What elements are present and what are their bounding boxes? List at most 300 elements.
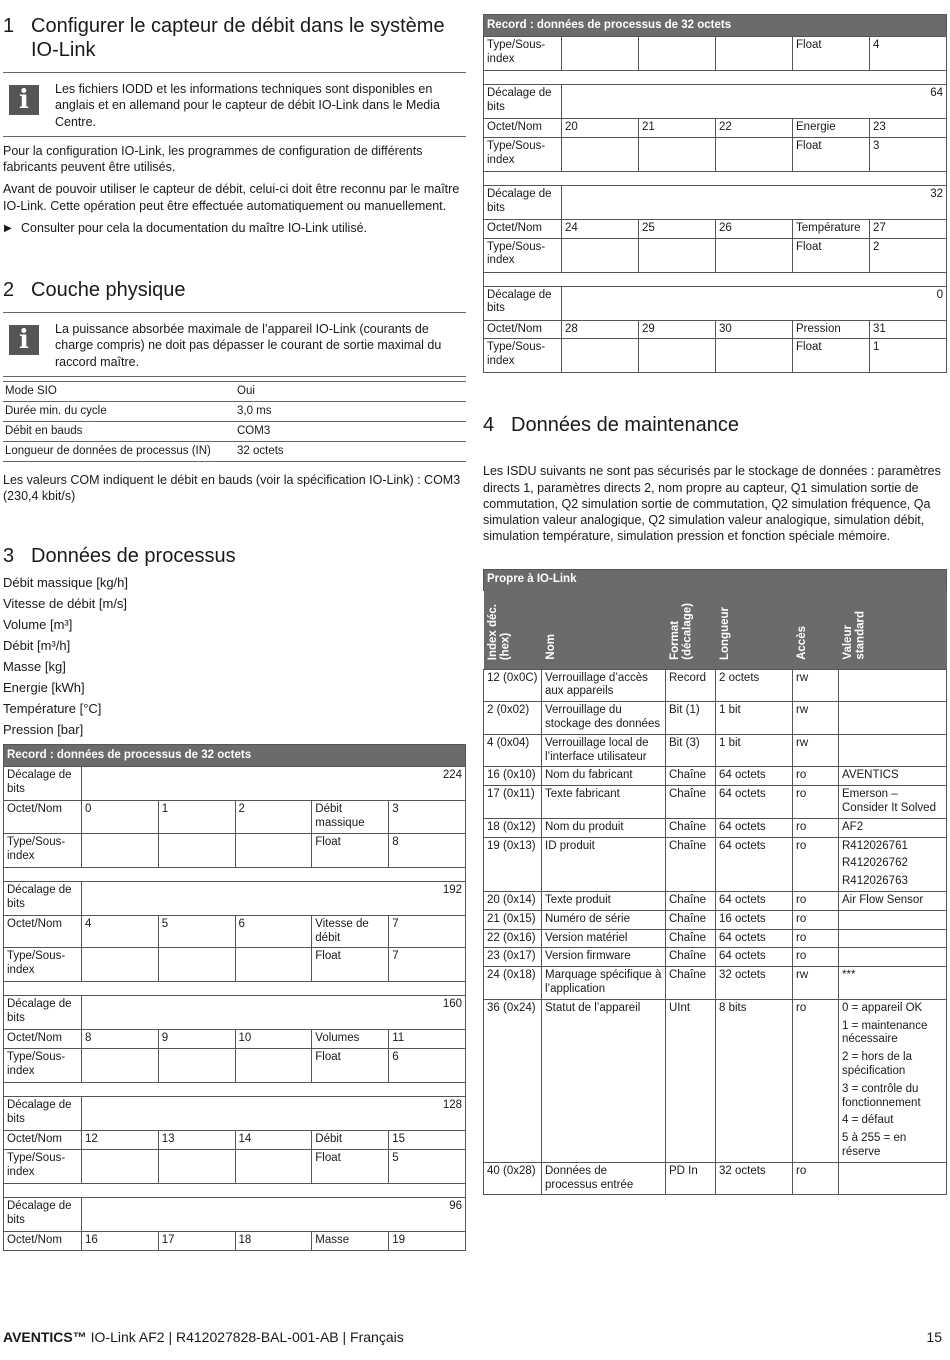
page-footer [3, 1328, 942, 1346]
table-row [484, 219, 947, 238]
format-cell: UInt [666, 999, 716, 1162]
length-cell: 64 octets [716, 892, 793, 911]
row-label: Type/Sous-index [4, 1049, 82, 1083]
table-row [484, 786, 947, 819]
list-item: Vitesse de débit [m/s] [3, 596, 128, 612]
type-cell: Float [793, 137, 870, 171]
spacer-row [484, 71, 947, 85]
table-row [484, 967, 947, 1000]
info-text: La puissance absorbée maximale de l’appareil IO-Link (courants de charge compris) ne doit pas dépasser le courant de sortie maximal du raccord maître. [55, 322, 442, 369]
access-cell: ro [793, 818, 839, 837]
index-cell: 4 (0x04) [484, 734, 542, 767]
section-4-heading [483, 413, 947, 437]
octet-cell: 11 [389, 1030, 466, 1049]
octet-cell: 24 [562, 219, 639, 238]
table-cell [81, 1150, 158, 1184]
row-label: Type/Sous-index [484, 339, 562, 373]
default-value: R412026761 [842, 839, 908, 852]
format-cell: Chaîne [666, 818, 716, 837]
access-cell: rw [793, 669, 839, 702]
name-cell: Nom du produit [542, 818, 666, 837]
row-label: Octet/Nom [4, 801, 82, 834]
access-cell: ro [793, 929, 839, 948]
table-row [484, 999, 947, 1162]
list-item: Energie [kWh] [3, 680, 85, 696]
row-label: Type/Sous-index [484, 37, 562, 71]
default-value-cell [839, 967, 947, 1000]
table-cell [716, 238, 793, 272]
octet-cell: 25 [639, 219, 716, 238]
bullet-item [3, 220, 466, 236]
table-cell [235, 948, 312, 982]
default-value-cell [839, 786, 947, 819]
octet-cell: 12 [81, 1131, 158, 1150]
table-row [4, 1150, 466, 1184]
spacer-cell [484, 71, 947, 85]
table-row [3, 441, 466, 461]
table-row [484, 734, 947, 767]
default-value: 0 = appareil OK [842, 1001, 923, 1014]
offset-row [484, 185, 947, 219]
format-cell: Chaîne [666, 837, 716, 891]
table-cell: Longueur de données de processus (IN) [3, 441, 235, 461]
spacer-row [4, 1083, 466, 1097]
table-row [4, 801, 466, 834]
octet-cell: 3 [389, 801, 466, 834]
octet-name: Masse [312, 1232, 389, 1251]
row-label: Décalage de bits [4, 767, 82, 801]
table-cell: Oui [235, 381, 466, 401]
octet-name: Pression [793, 320, 870, 339]
left-column [3, 14, 466, 1251]
name-cell: Marquage spécifique à l’application [542, 967, 666, 1000]
default-value-cell [839, 818, 947, 837]
spacer-row [484, 171, 947, 185]
length-cell: 32 octets [716, 1162, 793, 1195]
default-value: Emerson – Consider It Solved [842, 788, 936, 815]
index-cell: 23 (0x17) [484, 948, 542, 967]
octet-cell: 9 [158, 1030, 235, 1049]
subindex-cell: 5 [389, 1150, 466, 1184]
table-row [484, 929, 947, 948]
default-value-cell [839, 1162, 947, 1195]
table-row [3, 401, 466, 421]
table-row [4, 915, 466, 948]
spacer-row [4, 1184, 466, 1198]
table-cell [562, 339, 639, 373]
row-label: Type/Sous-index [484, 137, 562, 171]
access-cell: ro [793, 910, 839, 929]
octet-cell: 29 [639, 320, 716, 339]
offset-row [4, 1097, 466, 1131]
table-cell [639, 37, 716, 71]
index-cell: 17 (0x11) [484, 786, 542, 819]
row-label: Octet/Nom [484, 219, 562, 238]
offset-row [4, 881, 466, 915]
octet-cell: 13 [158, 1131, 235, 1150]
subindex-cell: 3 [870, 137, 947, 171]
table-title: Propre à IO-Link [484, 569, 947, 591]
row-label: Type/Sous-index [4, 948, 82, 982]
row-label: Type/Sous-index [484, 238, 562, 272]
row-label: Décalage de bits [484, 85, 562, 119]
section-title: Couche physique [31, 279, 186, 301]
access-cell: ro [793, 767, 839, 786]
offset-row [4, 996, 466, 1030]
bit-offset: 32 [562, 185, 947, 219]
table-row [484, 339, 947, 373]
bit-offset: 96 [81, 1198, 465, 1232]
access-cell: ro [793, 837, 839, 891]
column-header [666, 591, 716, 669]
table-cell [81, 948, 158, 982]
subindex-cell: 2 [870, 238, 947, 272]
column-header-label: Nom [544, 634, 557, 660]
table-cell: Débit en bauds [3, 421, 235, 441]
bit-offset: 192 [81, 881, 465, 915]
index-cell: 36 (0x24) [484, 999, 542, 1162]
column-header [542, 591, 666, 669]
table-cell [639, 339, 716, 373]
default-value-cell [839, 929, 947, 948]
default-value: 3 = contrôle du fonctionnement [842, 1082, 921, 1109]
length-cell: 64 octets [716, 929, 793, 948]
table-row [3, 381, 466, 401]
access-cell: ro [793, 892, 839, 911]
length-cell: 64 octets [716, 786, 793, 819]
record-title: Record : données de processus de 32 octets [484, 15, 947, 37]
table-cell: Mode SIO [3, 381, 235, 401]
offset-row [4, 1198, 466, 1232]
length-cell: 32 octets [716, 967, 793, 1000]
type-cell: Float [312, 833, 389, 867]
access-cell: rw [793, 967, 839, 1000]
default-value: 4 = défaut [842, 1114, 894, 1127]
table-cell [639, 137, 716, 171]
table-cell: 3,0 ms [235, 401, 466, 421]
spacer-cell [484, 171, 947, 185]
table-cell [81, 833, 158, 867]
name-cell: Verrouillage local de l’interface utilisateur [542, 734, 666, 767]
length-cell: 64 octets [716, 767, 793, 786]
index-cell: 2 (0x02) [484, 702, 542, 735]
type-cell: Float [312, 1049, 389, 1083]
record-table-right [483, 14, 947, 373]
table-cell [158, 948, 235, 982]
info-text: Les fichiers IODD et les informations techniques sont disponibles en anglais et en allemand pour le capteur de débit IO-Link dans le Media Centre. [55, 82, 440, 129]
default-value: *** [842, 969, 856, 982]
octet-cell: 0 [81, 801, 158, 834]
type-cell: Float [312, 1150, 389, 1184]
row-label: Octet/Nom [484, 119, 562, 138]
section-number: 2 [3, 279, 15, 301]
paragraph: Avant de pouvoir utiliser le capteur de débit, celui-ci doit être reconnu par le maître IO-Link. Cette opération peut être effectuée automatiquement ou manuellement. [3, 182, 460, 213]
access-cell: ro [793, 786, 839, 819]
table-row [4, 1232, 466, 1251]
index-cell: 21 (0x15) [484, 910, 542, 929]
column-header [793, 591, 839, 669]
access-cell: ro [793, 1162, 839, 1195]
index-cell: 12 (0x0C) [484, 669, 542, 702]
triangle-bullet-icon: ▶ [4, 222, 12, 234]
section-2-heading [3, 278, 466, 302]
format-cell: PD In [666, 1162, 716, 1195]
table-cell [716, 137, 793, 171]
record-table-left [3, 744, 466, 1251]
index-cell: 20 (0x14) [484, 892, 542, 911]
length-cell: 64 octets [716, 837, 793, 891]
offset-row [484, 286, 947, 320]
table-row [484, 702, 947, 735]
record-title: Record : données de processus de 32 octets [4, 745, 466, 767]
table-cell [716, 37, 793, 71]
default-value: AF2 [842, 820, 864, 833]
length-cell: 64 octets [716, 818, 793, 837]
length-cell: 16 octets [716, 910, 793, 929]
octet-cell: 17 [158, 1232, 235, 1251]
default-value-cell [839, 734, 947, 767]
table-row [3, 421, 466, 441]
table-cell: Float [793, 37, 870, 71]
table-row [484, 892, 947, 911]
row-label: Octet/Nom [4, 1131, 82, 1150]
list-item: Débit massique [kg/h] [3, 575, 129, 591]
table-row [484, 137, 947, 171]
octet-cell: 5 [158, 915, 235, 948]
info-note [3, 312, 466, 377]
table-row [484, 669, 947, 702]
index-cell: 40 (0x28) [484, 1162, 542, 1195]
spacer-cell [4, 1083, 466, 1097]
default-value-cell [839, 892, 947, 911]
physical-layer-table [3, 381, 466, 462]
record-header-row [484, 15, 947, 37]
access-cell: rw [793, 734, 839, 767]
octet-name: Température [793, 219, 870, 238]
column-header [484, 591, 542, 669]
table-cell [235, 833, 312, 867]
bit-offset: 0 [562, 286, 947, 320]
column-header-label: Valeur standard [841, 611, 867, 660]
table-cell [235, 1049, 312, 1083]
subindex-cell: 8 [389, 833, 466, 867]
bit-offset: 64 [562, 85, 947, 119]
footer-doc-info [3, 1328, 404, 1346]
name-cell: Verrouillage d’accès aux appareils [542, 669, 666, 702]
list-item: Température [°C] [3, 701, 102, 717]
row-label: Type/Sous-index [4, 833, 82, 867]
octet-name: Débit massique [312, 801, 389, 834]
index-cell: 16 (0x10) [484, 767, 542, 786]
name-cell: Statut de l’appareil [542, 999, 666, 1162]
footer-brand: AVENTICS™ [3, 1329, 87, 1345]
access-cell: ro [793, 999, 839, 1162]
index-cell: 22 (0x16) [484, 929, 542, 948]
name-cell: Données de processus entrée [542, 1162, 666, 1195]
table-cell [81, 1049, 158, 1083]
format-cell: Chaîne [666, 892, 716, 911]
type-cell: Float [793, 339, 870, 373]
default-value-cell [839, 669, 947, 702]
octet-cell: 1 [158, 801, 235, 834]
format-cell: Record [666, 669, 716, 702]
offset-row [4, 767, 466, 801]
name-cell: Version matériel [542, 929, 666, 948]
name-cell: ID produit [542, 837, 666, 891]
record-header-row [4, 745, 466, 767]
table-title-row [484, 569, 947, 591]
index-cell: 18 (0x12) [484, 818, 542, 837]
format-cell: Chaîne [666, 767, 716, 786]
footer-doc-ref: IO-Link AF2 | R412027828-BAL-001-AB | Français [86, 1329, 404, 1345]
table-row [4, 1131, 466, 1150]
offset-row [484, 85, 947, 119]
octet-cell: 8 [81, 1030, 158, 1049]
name-cell: Texte produit [542, 892, 666, 911]
section-title: Configurer le capteur de débit dans le système IO-Link [31, 15, 445, 61]
section-1-heading [3, 14, 466, 62]
default-value: R412026762 [842, 857, 908, 870]
section-title: Données de processus [31, 545, 236, 568]
table-row [484, 119, 947, 138]
octet-name: Volumes [312, 1030, 389, 1049]
index-cell: 19 (0x13) [484, 837, 542, 891]
octet-cell: 7 [389, 915, 466, 948]
name-cell: Version firmware [542, 948, 666, 967]
format-cell: Chaîne [666, 786, 716, 819]
default-value: 2 = hors de la spécification [842, 1051, 913, 1077]
paragraph: Pour la configuration IO-Link, les programmes de configuration de différents fabricants peuvent être utilisés. [3, 143, 423, 174]
page-number: 15 [926, 1329, 942, 1345]
format-cell: Chaîne [666, 967, 716, 1000]
length-cell: 2 octets [716, 669, 793, 702]
paragraph: Les valeurs COM indiquent le débit en bauds (voir la spécification IO-Link) : COM3 (230,4 kbit/s) [3, 472, 461, 503]
table-cell [716, 339, 793, 373]
default-value: Air Flow Sensor [842, 894, 924, 906]
table-row [484, 320, 947, 339]
section-title: Données de maintenance [511, 414, 739, 437]
table-row [484, 818, 947, 837]
default-value: 1 = maintenance nécessaire [842, 1019, 928, 1046]
length-cell: 1 bit [716, 702, 793, 735]
table-cell [158, 1049, 235, 1083]
octet-cell: 18 [235, 1232, 312, 1251]
length-cell: 64 octets [716, 948, 793, 967]
info-icon: i [9, 85, 39, 115]
row-label: Octet/Nom [4, 1030, 82, 1049]
list-item: Pression [bar] [3, 722, 84, 738]
default-value-cell [839, 767, 947, 786]
format-cell: Chaîne [666, 948, 716, 967]
row-label: Décalage de bits [4, 1097, 82, 1131]
table-row [484, 767, 947, 786]
table-cell: COM3 [235, 421, 466, 441]
table-row [484, 948, 947, 967]
column-header [716, 591, 793, 669]
row-label: Octet/Nom [4, 1232, 82, 1251]
table-row [484, 837, 947, 891]
spacer-row [4, 867, 466, 881]
table-cell [562, 137, 639, 171]
table-row [4, 1049, 466, 1083]
table-cell [562, 37, 639, 71]
octet-cell: 30 [716, 320, 793, 339]
default-value-cell [839, 999, 947, 1162]
octet-cell: 20 [562, 119, 639, 138]
octet-cell: 16 [81, 1232, 158, 1251]
table-cell [562, 238, 639, 272]
access-cell: ro [793, 948, 839, 967]
name-cell: Numéro de série [542, 910, 666, 929]
length-cell: 8 bits [716, 999, 793, 1162]
octet-cell: 26 [716, 219, 793, 238]
table-row [4, 833, 466, 867]
octet-name: Vitesse de débit [312, 915, 389, 948]
paragraph: Les ISDU suivants ne sont pas sécurisés par le stockage de données : paramètres directs 1, paramètres directs 2, nom propre au capteur, Q1 simulation sortie de commutation, Q2 simulation sortie de commutation, Q2 simulation fréquence, Qa simulation valeur analogique, Q2 simulation valeur analogique, simulation débit, simulation température, simulation pression et fonction spéciale mémoire. [483, 464, 941, 544]
subindex-cell: 6 [389, 1049, 466, 1083]
bullet-text: Consulter pour cela la documentation du maître IO-Link utilisé. [21, 220, 368, 235]
list-item: Débit [m³/h] [3, 638, 71, 654]
octet-cell: 14 [235, 1131, 312, 1150]
octet-cell: 22 [716, 119, 793, 138]
octet-cell: 4 [81, 915, 158, 948]
spacer-cell [4, 1184, 466, 1198]
spacer-cell [4, 867, 466, 881]
table-row [484, 238, 947, 272]
column-header [839, 591, 947, 669]
column-header-label: Format (décalage) [668, 602, 694, 660]
spacer-cell [4, 982, 466, 996]
bit-offset: 160 [81, 996, 465, 1030]
process-data-list [3, 572, 466, 740]
subindex-cell: 7 [389, 948, 466, 982]
spacer-row [484, 272, 947, 286]
table-row [484, 910, 947, 929]
column-header-row [484, 591, 947, 669]
row-label: Décalage de bits [484, 185, 562, 219]
table-row [4, 948, 466, 982]
format-cell: Chaîne [666, 910, 716, 929]
section-number: 1 [3, 15, 15, 37]
row-label: Décalage de bits [4, 881, 82, 915]
default-value-cell [839, 702, 947, 735]
access-cell: rw [793, 702, 839, 735]
info-note [3, 72, 466, 137]
bit-offset: 128 [81, 1097, 465, 1131]
name-cell: Texte fabricant [542, 786, 666, 819]
format-cell: Chaîne [666, 929, 716, 948]
row-label: Type/Sous-index [4, 1150, 82, 1184]
table-cell: 32 octets [235, 441, 466, 461]
table-cell [158, 833, 235, 867]
table-row [4, 1030, 466, 1049]
octet-cell: 19 [389, 1232, 466, 1251]
format-cell: Bit (3) [666, 734, 716, 767]
default-value: R412026763 [842, 875, 908, 888]
section-number: 3 [3, 545, 15, 568]
row-label: Octet/Nom [4, 915, 82, 948]
octet-cell: 27 [870, 219, 947, 238]
default-value-cell [839, 910, 947, 929]
row-label: Octet/Nom [484, 320, 562, 339]
octet-cell: 2 [235, 801, 312, 834]
column-header-label: Index déc. (hex) [486, 603, 512, 660]
default-value: AVENTICS [842, 769, 899, 782]
octet-cell: 15 [389, 1131, 466, 1150]
name-cell: Verrouillage du stockage des données [542, 702, 666, 735]
octet-cell: 23 [870, 119, 947, 138]
octet-name: Débit [312, 1131, 389, 1150]
